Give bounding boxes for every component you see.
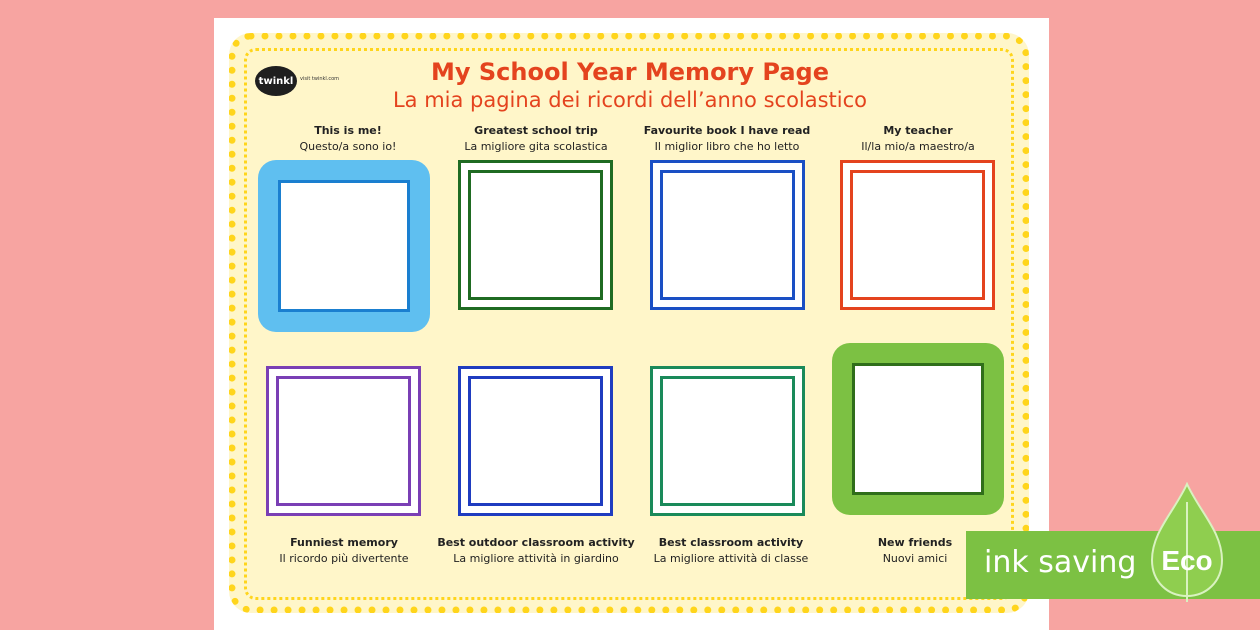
caption-en: New friends — [877, 536, 953, 549]
caption-en: My teacher — [883, 124, 953, 137]
caption-favourite-book — [627, 123, 827, 155]
photo-area — [468, 170, 603, 300]
caption-it: La migliore attività in giardino — [453, 552, 619, 565]
photo-frame-classroom-activity — [650, 366, 805, 516]
caption-it: Questo/a sono io! — [299, 140, 397, 153]
caption-it: Il ricordo più divertente — [279, 552, 409, 565]
photo-area — [276, 376, 411, 506]
page-title: My School Year Memory Page — [431, 58, 829, 86]
ink-saving-label: ink saving — [984, 545, 1137, 580]
photo-frame-new-friends — [832, 343, 1004, 515]
photo-frame-this-is-me — [258, 160, 430, 332]
caption-it: Il miglior libro che ho letto — [654, 140, 800, 153]
caption-it: La migliore gita scolastica — [464, 140, 608, 153]
photo-area — [660, 376, 795, 506]
caption-my-teacher — [818, 123, 1018, 155]
caption-en: Best classroom activity — [658, 536, 804, 549]
twinkl-logo: twinkl — [255, 66, 297, 96]
photo-area — [852, 363, 984, 495]
caption-school-trip — [436, 123, 636, 155]
page-subtitle: La mia pagina dei ricordi dell’anno scolastico — [392, 88, 868, 112]
caption-en: Favourite book I have read — [643, 124, 811, 137]
photo-frame-funniest-memory — [266, 366, 421, 516]
caption-funniest-memory — [244, 535, 444, 567]
eco-leaf-icon — [1150, 482, 1224, 602]
caption-en: Greatest school trip — [474, 124, 598, 137]
caption-it: Il/la mio/a maestro/a — [861, 140, 975, 153]
caption-outdoor-activity — [436, 535, 636, 567]
caption-it: Nuovi amici — [882, 552, 948, 565]
photo-area — [660, 170, 795, 300]
photo-area — [278, 180, 410, 312]
caption-it: La migliore attività di classe — [653, 552, 809, 565]
photo-frame-my-teacher — [840, 160, 995, 310]
caption-en: Funniest memory — [290, 536, 398, 549]
photo-area — [850, 170, 985, 300]
photo-frame-school-trip — [458, 160, 613, 310]
caption-classroom-activity — [631, 535, 831, 567]
photo-frame-favourite-book — [650, 160, 805, 310]
caption-en: This is me! — [314, 124, 382, 137]
photo-area — [468, 376, 603, 506]
photo-frame-outdoor-activity — [458, 366, 613, 516]
caption-en: Best outdoor classroom activity — [437, 536, 635, 549]
eco-tag: Eco — [1161, 545, 1213, 576]
logo-url: visit twinkl.com — [300, 76, 340, 82]
caption-this-is-me — [248, 123, 448, 155]
